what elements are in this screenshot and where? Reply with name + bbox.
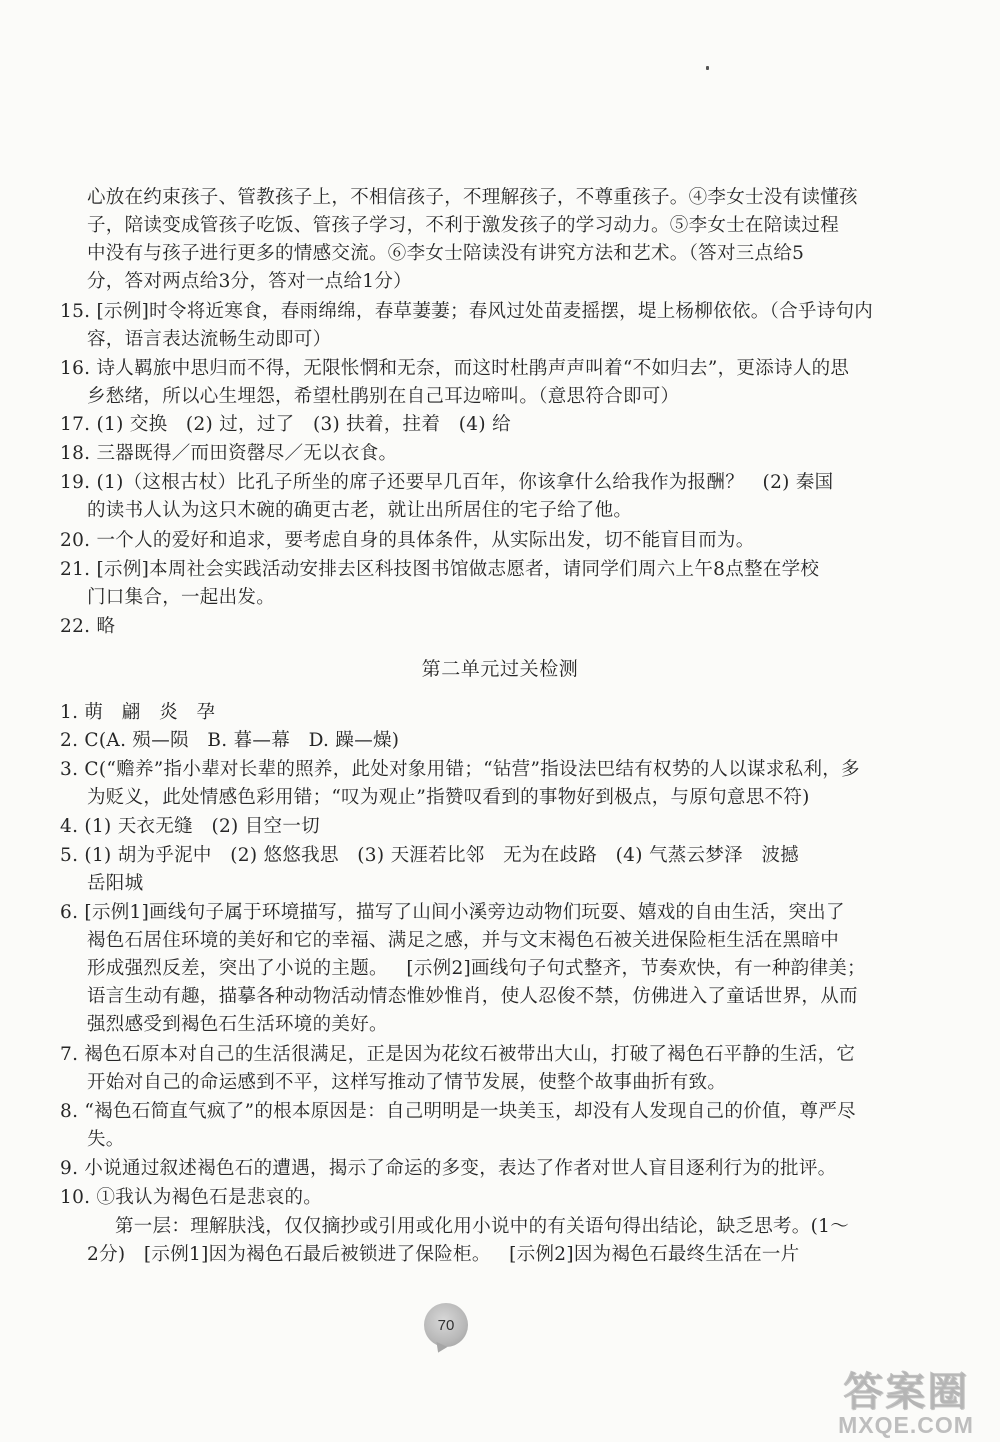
text-line: 乡愁绪，所以心生埋怨，希望杜鹃别在自己耳边啼叫。（意思符合即可） xyxy=(87,386,680,407)
text-line: 2分) [示例1]因为褐色石最后被锁进了保险柜。 [示例2]因为褐色石最终生活在一片 xyxy=(87,1244,800,1265)
page-number-badge xyxy=(424,1303,468,1347)
text-line: 形成强烈反差，突出了小说的主题。 [示例2]画线句子句式整齐，节奏欢快，有一种韵律美； xyxy=(87,958,866,979)
answer-4: 4. (1) 天衣无缝 (2) 目空一切 xyxy=(60,816,320,837)
text-line: 为贬义，此处情感色彩用错；“叹为观止”指赞叹看到的事物好到极点，与原句意思不符) xyxy=(87,787,810,808)
answer-2: 2. C(A. 殒—陨 B. 暮—幕 D. 躁—燥) xyxy=(60,730,400,751)
answer-19: 19. (1)（这根古杖）比孔子所坐的席子还要早几百年，你该拿什么给我作为报酬？ (2) 秦国 xyxy=(60,472,834,493)
text-line: 语言生动有趣，描摹各种动物活动情态惟妙惟肖，使人忍俊不禁，仿佛进入了童话世界，从而 xyxy=(87,986,858,1007)
section-title: 第二单元过关检测 xyxy=(421,658,579,680)
answer-3: 3. C(“赡养”指小辈对长辈的照养，此处对象用错；“钻营”指设法巴结有权势的人以谋求私利，多 xyxy=(60,759,860,780)
answer-5: 5. (1) 胡为乎泥中 (2) 悠悠我思 (3) 天涯若比邻 无为在歧路 (4) 气蒸云梦泽 波撼 xyxy=(60,845,800,866)
answer-17: 17. (1) 交换 (2) 过，过了 (3) 扶着，拄着 (4) 给 xyxy=(60,414,511,435)
text-line: 强烈感受到褐色石生活环境的美好。 xyxy=(87,1014,388,1035)
text-line: 中没有与孩子进行更多的情感交流。⑥李女士陪读没有讲究方法和艺术。（答对三点给5 xyxy=(87,243,805,264)
text-line: 失。 xyxy=(87,1129,125,1150)
answer-1: 1. 萌 翩 炎 孕 xyxy=(60,702,216,723)
text-line: 心放在约束孩子、管教孩子上，不相信孩子，不理解孩子，不尊重孩子。④李女士没有读懂孩 xyxy=(87,187,858,208)
text-line: 子，陪读变成管孩子吃饭、管孩子学习，不利于激发孩子的学习动力。⑤李女士在陪读过程 xyxy=(87,215,840,236)
text-line: 容，语言表达流畅生动即可） xyxy=(87,329,332,350)
answer-20: 20. 一个人的爱好和追求，要考虑自身的具体条件，从实际出发，切不能盲目而为。 xyxy=(60,530,755,551)
answer-15: 15. [示例]时令将近寒食，春雨绵绵，春草萋萋；春风过处苗麦摇摆，堤上杨柳依依。（合乎诗句内 xyxy=(60,301,874,322)
answer-22: 22. 略 xyxy=(60,616,116,637)
text-line: 开始对自己的命运感到不平，这样写推动了情节发展，使整个故事曲折有致。 xyxy=(87,1072,727,1093)
text-line: 分，答对两点给3分，答对一点给1分） xyxy=(87,271,412,292)
answer-21: 21. [示例]本周社会实践活动安排去区科技图书馆做志愿者，请同学们周六上午8点整在学校 xyxy=(60,559,820,580)
text-line: 岳阳城 xyxy=(87,873,144,894)
watermark-url: MXQE.COM xyxy=(838,1412,974,1438)
answer-16: 16. 诗人羁旅中思归而不得，无限怅惘和无奈，而这时杜鹃声声叫着“不如归去”，更添诗人的思 xyxy=(60,358,850,379)
watermark-logo xyxy=(818,1362,994,1440)
scan-speck xyxy=(706,66,709,70)
answer-8: 8. “褐色石简直气疯了”的根本原因是：自己明明是一块美玉，却没有人发现自己的价值，尊严尽 xyxy=(60,1101,856,1122)
watermark-text: 答案圈 xyxy=(843,1368,969,1415)
text-line: 的读书人认为这只木碗的确更古老，就让出所居住的宅子给了他。 xyxy=(87,500,633,521)
answer-18: 18. 三器既得／而田资罄尽／无以衣食。 xyxy=(60,443,398,464)
text-line: 褐色石居住环境的美好和它的幸福、满足之感，并与文末褐色石被关进保险柜生活在黑暗中 xyxy=(87,930,840,951)
answer-7: 7. 褐色石原本对自己的生活很满足，正是因为花纹石被带出大山，打破了褐色石平静的生活，它 xyxy=(60,1044,856,1065)
answer-6: 6. [示例1]画线句子属于环境描写，描写了山间小溪旁边动物们玩耍、嬉戏的自由生活，突出了 xyxy=(60,902,845,923)
answer-10: 10. ①我认为褐色石是悲哀的。 xyxy=(60,1187,323,1208)
text-line: 门口集合，一起出发。 xyxy=(87,587,276,608)
page-number: 70 xyxy=(437,1316,455,1334)
text-line: 第一层：理解肤浅，仅仅摘抄或引用或化用小说中的有关语句得出结论，缺乏思考。(1～ xyxy=(115,1216,849,1237)
answer-9: 9. 小说通过叙述褐色石的遭遇，揭示了命运的多变，表达了作者对世人盲目逐利行为的批评。 xyxy=(60,1158,837,1179)
